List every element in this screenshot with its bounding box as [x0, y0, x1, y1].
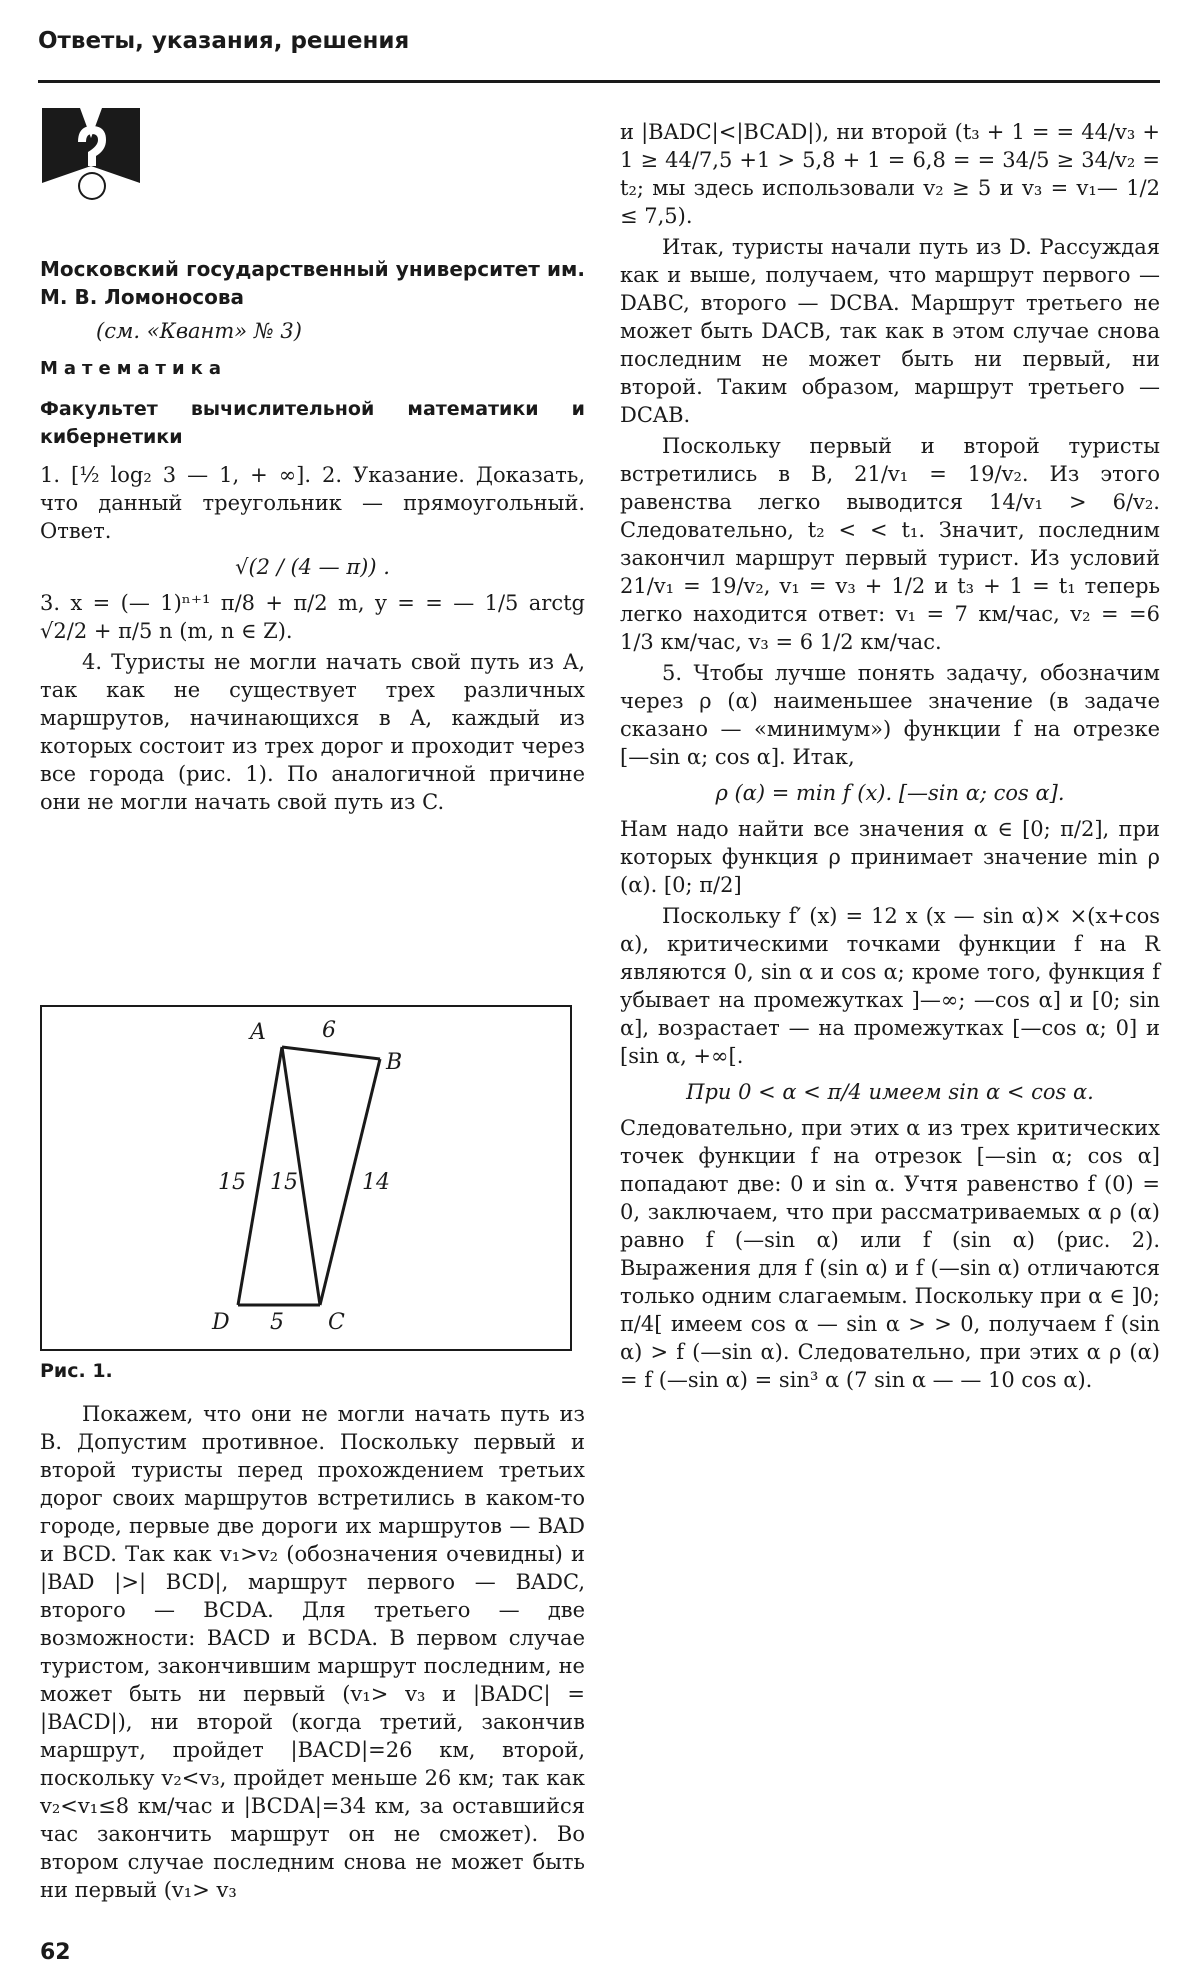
- page-number: 62: [40, 1940, 71, 1965]
- reference: (см. «Квант» № 3): [96, 319, 302, 343]
- figure-1: [40, 1005, 572, 1351]
- right-para-7: Следовательно, при этих α из трех критических точек функции f на отрезок [—sin α; cos α] попадают две: 0 и sin α. Учтя равенство f (0) = 0, заключаем, что при рассматриваемых α ρ (α) равно f (—sin α) или f (sin α) (рис. 2). Выражения для f (sin α) и f (—sin α) отличаются только одним слагаемым. Поскольку при α ∈ ]0; π/4[ имеем cos α — sin α > > 0, получаем f (sin α) > f (—sin α). Следовательно, при этих α ρ (α) = f (—sin α) = sin³ α (7 sin α — — 10 cos α).: [620, 1116, 1160, 1392]
- right-para-3: Поскольку первый и второй туристы встретились в B, 21/v₁ = 19/v₂. Из этого равенства легко выводится 14/v₁ > 6/v₂. Следовательно, t₂ < < t₁. Значит, последним закончил маршрут первый турист. Из условий 21/v₁ = 19/v₂, v₁ = v₃ + 1/2 и t₃ + 1 = t₁ теперь легко находится ответ: v₁ = 7 км/час, v₂ = =6 1/3 км/час, v₃ = 6 1/2 км/час.: [620, 434, 1160, 654]
- right-para-1: и |BADC|<|BCAD|), ни второй (t₃ + 1 = = 44/v₃ + 1 ≥ 44/7,5 +1 > 5,8 + 1 = 6,8 = = 34/5 ≥ 34/v₂ = t₂; мы здесь использовали v₂ ≥ 5 и v₃ = v₁— 1/2 ≤ 7,5).: [620, 120, 1160, 228]
- right-para-6: Поскольку f′ (x) = 12 x (x — sin α)× ×(x+cos α), критическими точками функции f на R являются 0, sin α и cos α; кроме того, функция f убывает на промежутках ]—∞; —cos α] и [0; sin α], возрастает — на промежутках [—cos α; 0] и [sin α, +∞[.: [620, 904, 1160, 1068]
- answer-4-continued: Покажем, что они не могли начать путь из B. Допустим противное. Поскольку первый и второй туристы перед прохождением третьих дорог своих маршрутов встретились в каком-то городе, первые две дороги их маршрутов — BAD и BCD. Так как v₁>v₂ (обозначения очевидны) и |BAD |>| BCD|, маршрут первого — BADC, второго — BCDA. Для третьего — две возможности: BACD и BCDA. В первом случае туристом, закончившим маршрут последним, не может быть ни первый (v₁> v₃ и |BADC| = |BACD|), ни второй (когда третий, закончив маршрут, пройдет |BACD|=26 км, второй, поскольку v₂<v₃, пройдет меньше 26 км; так как v₂<v₁≤8 км/час и |BCDA|=34 км, за оставшийся час закончить маршрут он не сможет). Во втором случае последним снова не может быть ни первый (v₁> v₃: [40, 1402, 585, 1902]
- faculty-heading: Факультет вычислительной математики и кибернетики: [40, 398, 585, 448]
- left-column: [40, 255, 585, 819]
- subject-heading: Математика: [40, 358, 227, 379]
- figure-caption: Рис. 1.: [40, 1360, 113, 1382]
- vertex-c: C: [328, 1310, 345, 1335]
- formula-sqrt: √(2 / (4 — π)) .: [235, 555, 390, 579]
- answer-1-2: 1. [½ log₂ 3 — 1, + ∞]. 2. Указание. Доказать, что данный треугольник — прямоугольный. Ответ.: [40, 463, 585, 543]
- vertex-a: A: [250, 1020, 266, 1045]
- right-para-5: Нам надо найти все значения α ∈ [0; π/2], при которых функция ρ принимает значение min ρ (α). [0; π/2]: [620, 817, 1160, 897]
- edge-ab: [282, 1047, 380, 1059]
- answer-3: 3. x = (— 1)ⁿ⁺¹ π/8 + π/2 m, y = = — 1/5 arctg √2/2 + π/5 n (m, n ∈ Z).: [40, 591, 585, 643]
- answer-5: 5. Чтобы лучше понять задачу, обозначим через ρ (α) наименьшее значение (в задаче сказано — «минимум») функции f на отрезке [—sin α; cos α]. Итак,: [620, 661, 1160, 769]
- page-header: Ответы, указания, решения: [38, 28, 410, 54]
- edge-label-bc: 14: [362, 1170, 390, 1195]
- edge-label-ab: 6: [322, 1018, 336, 1043]
- formula-inequality: При 0 < α < π/4 имеем sin α < cos α.: [686, 1080, 1094, 1104]
- edge-label-dc: 5: [270, 1310, 284, 1335]
- answer-4: 4. Туристы не могли начать свой путь из A, так как не существует трех различных маршрутов, начинающихся в A, каждый из которых состоит из трех дорог и проходит через все города (рис. 1). По аналогичной причине они не могли начать свой путь из C.: [40, 650, 585, 814]
- right-para-2: Итак, туристы начали путь из D. Рассуждая как и выше, получаем, что маршрут первого — DABC, второго — DCBA. Маршрут третьего не может быть DACB, так как в этом случае снова последним не может быть ни первый, ни второй. Таким образом, маршрут третьего — DCAB.: [620, 235, 1160, 427]
- figure-edges: [238, 1047, 380, 1305]
- header-rule: [38, 80, 1160, 83]
- left-column-continued: [40, 1400, 585, 1907]
- university-title: Московский государственный университет им. М. В. Ломоносова: [40, 257, 585, 309]
- question-mark-icon: [42, 108, 140, 208]
- edge-label-ad: 15: [218, 1170, 246, 1195]
- vertex-b: B: [386, 1050, 403, 1075]
- formula-rho: ρ (α) = min f (x). [—sin α; cos α].: [715, 781, 1065, 805]
- edge-label-ac: 15: [270, 1170, 298, 1195]
- right-column: [620, 118, 1160, 1397]
- vertex-d: D: [212, 1310, 230, 1335]
